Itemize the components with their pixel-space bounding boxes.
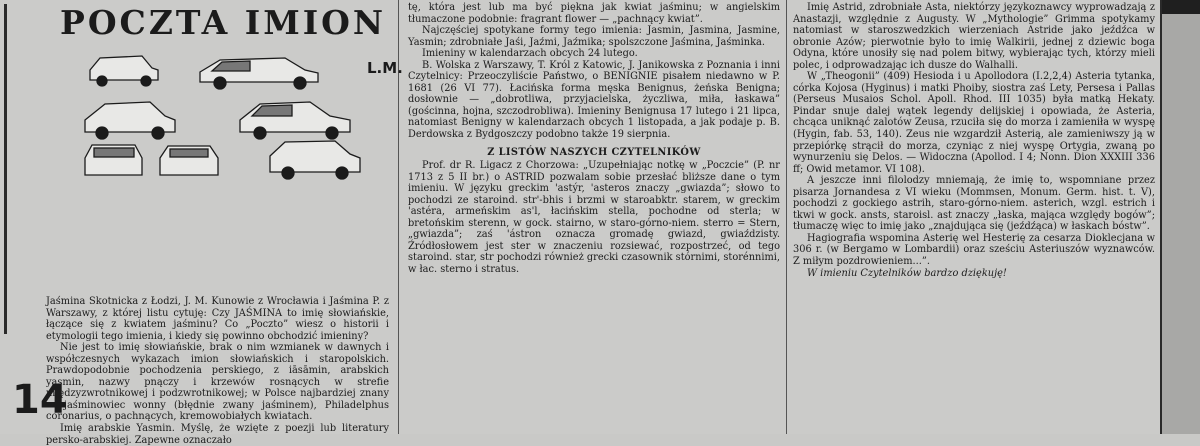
article-author: L.M. <box>367 59 403 77</box>
paragraph: Najczęściej spotykane formy tego imienia: Jasmin, Jasmina, Jasmine, Yasmin; zdrobniałe Jaśi, Jaźmi, Jaźmika; spolszczone Jaśmina, Jaśminka. <box>408 25 780 48</box>
paragraph: Hagiografia wspomina Asterię wel Hesterię za cesarza Dioklecjana w 306 r. (w Bergamo w Lombardii) oraz sześciu Asteriuszów wyznawców. Z miłym pozdrowieniem...”. <box>793 232 1155 268</box>
sign-off: W imieniu Czytelników bardzo dziękuję! <box>807 267 1007 279</box>
paragraph: Imię arabskie Yasmin. Myślę, że wzięte z poezji lub literatury persko-arabskiej. Zapewne oznaczało <box>46 423 389 446</box>
paragraph: Imieniny w kalendarzach obcych 24 lutego. <box>422 48 638 60</box>
paragraph: Prof. dr R. Ligacz z Chorzowa: „Uzupełniając notkę w „Poczcie” (P. nr 1713 z 5 II br.) o ASTRID pozwalam sobie przesłać bliższe dane o tym imieniu. W języku greckim 'astýr, 'asteros znaczy „gwiazda”; słowo to pochodzi ze staroind. str'-bhis i brzmi w staroabktr. starem, w greckim 'astéra, armeńskim as'l, łacińskim stella, pochodne od sterla; w bretońskim sterenn, w gock. stairno, w staro-górno-niem. sterro = Stern, „gwiazda”; zaś 'ástron oznacza gromadę gwiazd, gwiaździsty. Źródłosłowem jest ster w znaczeniu rozsiewać, rozpostrzeć, od tego staroind. star, str pochodzi również grecki czasownik stórnimi, storénnimi, w łac. sterno i stratus. <box>408 160 780 276</box>
left-border <box>4 4 7 334</box>
page-number: 14 <box>12 377 68 423</box>
article-title: POCZTA IMION <box>60 3 387 42</box>
paragraph: W „Theogonii” (409) Hesioda i u Apollodora (I.2,2,4) Asteria tytanka, córka Kojosa (Hyginus) i matki Phoiby, siostra zaś Lety, Persesa i Pallas (Perseus Musaios Schol. Apoll. Rhod. III 1035) była matką Hekaty. Pindar snuje dalej wątek legendy delijskiej i opowiada, że Asteria, chcąca uniknąć zalotów Zeusa, rzuciła się do morza i zamieniła w wyspę (Hygin, fab. 53, 140). Zeus nie wzgardził Asterią, ale zamieniwszy ją w przepiórkę strącił do morza, czyniąc z niej wyspę Ortygia, zwaną po wynurzeniu się Delos. — Widoczna (Apollod. I 4; Nonn. Dion XXXIII 336 ff; Owid metamor. VI 108). <box>793 71 1155 175</box>
paragraph: A jeszcze inni filolodzy mniemają, że imię to, wspomniane przez pisarza Jornandesa z VI wieku (Mommsen, Monum. Germ. hist. t. V), pochodzi z gockiego astrih, staro-górno-niem. asterich, wzgl. estrich i tkwi w gock. ansts, staroisl. ast znaczy „łaska, mająca względy bogów”; tłumaczę więc to imię jako „znajdująca się (jeźdźąca) w łaskach bóstw”. <box>793 175 1155 233</box>
page-edge-corner <box>1162 0 1200 14</box>
right-border <box>1160 0 1162 434</box>
paragraph: tę, która jest lub ma być piękna jak kwiat jaśminu; w angielskim tłumaczone podobnie: fragrant flower — „pachnący kwiat”. <box>408 2 780 25</box>
letter-intro: Jaśmina Skotnicka z Łodzi, J. M. Kunowie z Wrocławia i Jaśmina P. z Warszawy, z której listu cytuję: Czy JAŚMINA to imię słowiańskie, łączące się z kwiatem jaśminu? Co „Poczto” wiesz o historii i etymologii tego imienia, i kiedy się powinno obchodzić imieniny? <box>46 296 389 342</box>
column-2 <box>408 2 780 276</box>
paragraph: Imię Astrid, zdrobniałe Asta, niektórzy językoznawcy wyprowadzają z Anastazji, względnie z Augusty. W „Mythologie” Grimma spotykamy natomiast w staroszwedzkich wierzeniach Astride jako jeźdźca w obronie Azów; pierwotnie było to imię Walkirii, jednej z dziewic boga Odyna, które unosiły się nad polem bitwy, wybierając tych, którzy mieli polec, i odprowadzając ich dusze do Walhalli. <box>793 2 1155 71</box>
page-edge <box>1162 0 1200 434</box>
column-1 <box>46 296 389 446</box>
column-divider-2 <box>786 0 787 434</box>
column-3 <box>793 2 1155 279</box>
car-illustration-icon <box>80 40 370 190</box>
paragraph: Nie jest to imię słowiańskie, brak o nim wzmianek w dawnych i współczesnych wykazach imion słowiańskich i staropolskich. Prawdopodobnie pochodzenia perskiego, z iāsāmin, arabskich yasmin, nazwy pnączy i krzewów rosnących w strefie międzyzwrotnikowej i podzwrotnikowej; w Polsce najbardziej znany — jaśminowiec wonny (błędnie zwany jaśminem), Philadelphus coronarius, o pachnących, kremowobiałych kwiatach. <box>46 342 389 423</box>
section-title: Z LISTÓW NASZYCH CZYTELNIKÓW <box>487 146 701 158</box>
paragraph: B. Wolska z Warszawy, T. Król z Katowic, J. Janikowska z Poznania i inni Czytelnicy: Przeoczyliście Państwo, o BENIGNIE pisałem niedawno w P. 1681 (26 VI 77). Łacińska forma męska Benignus, żeńska Benigna; dosłownie — „dobrotliwa, przyjacielska, życzliwa, miła, łaskawa” (gościnna, hojna, szczodrobliwa). Imieniny Benignusa 17 lutego i 21 lipca, natomiast Benigny w kalendarzach obcych 1 listopada, a jak podaje p. B. Derdowska z Bydgoszczy podobno także 19 sierpnia. <box>408 59 780 141</box>
